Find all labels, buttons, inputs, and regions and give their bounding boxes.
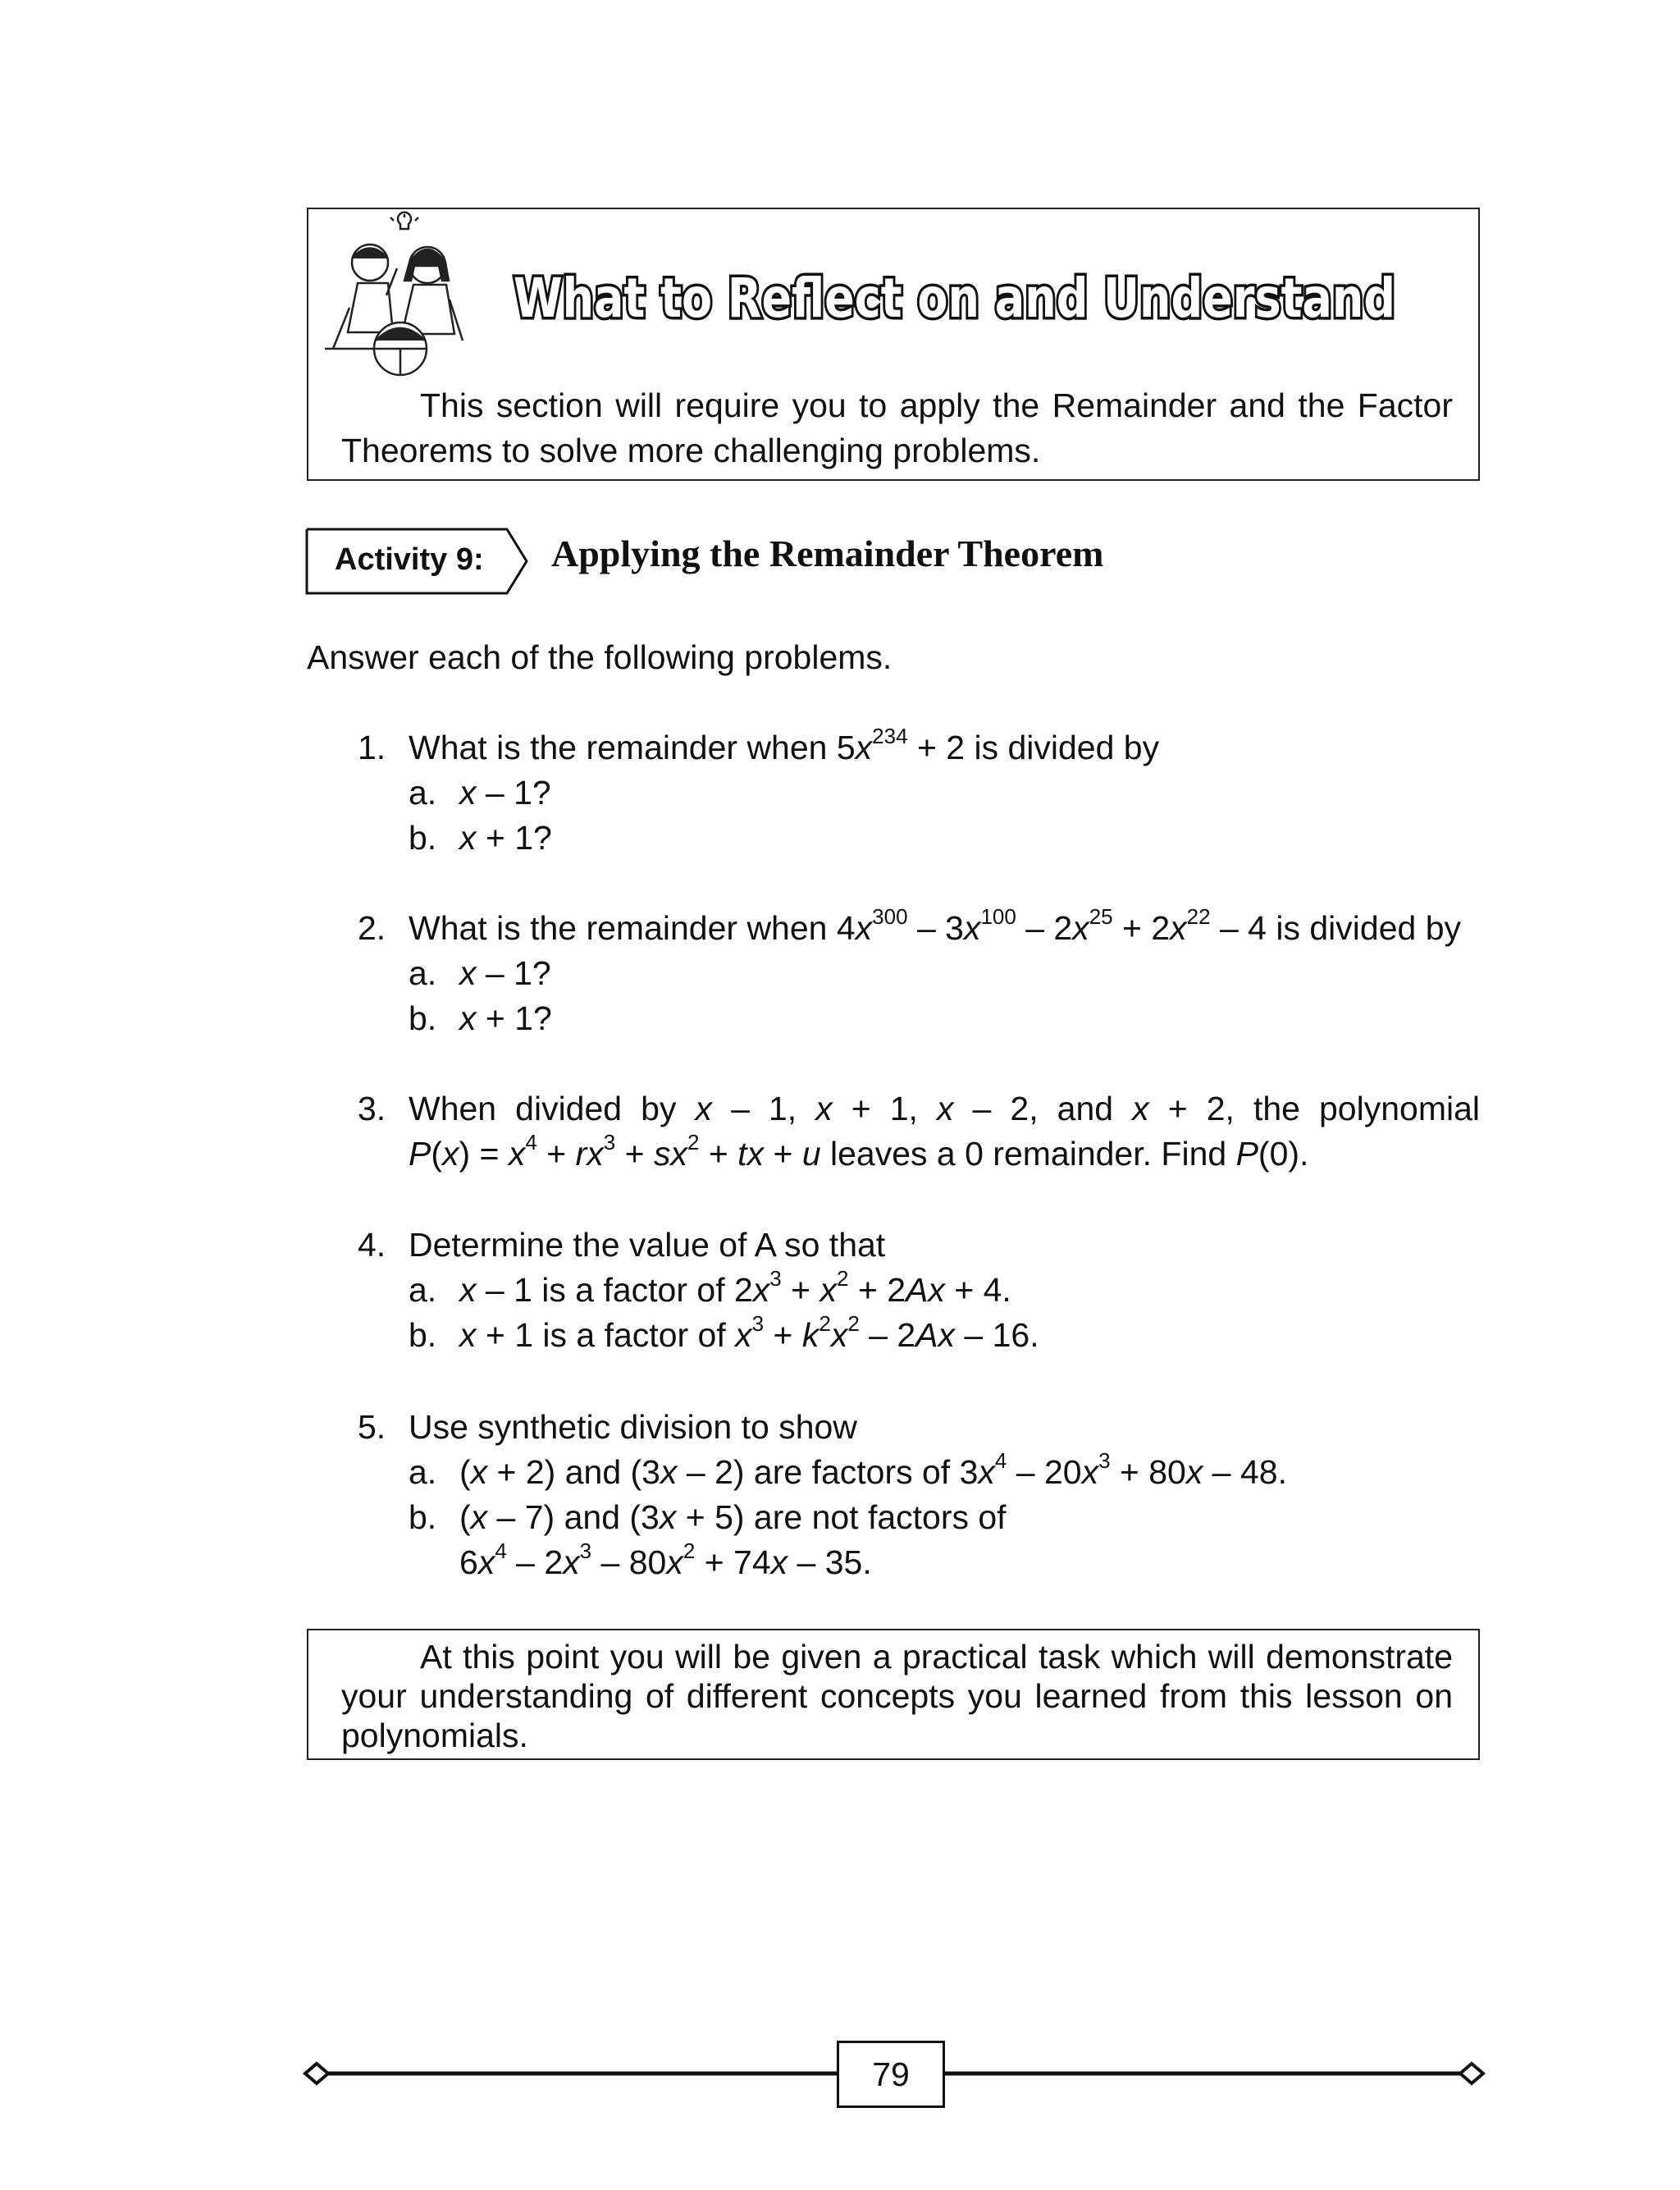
activity-label [305, 528, 535, 595]
page-number: 79 [837, 2041, 945, 2108]
problem-number: 4. [358, 1226, 386, 1264]
problem-number: 5. [358, 1408, 386, 1446]
problem-stem: Use synthetic division to show [409, 1408, 857, 1446]
sub-item-a: a. (x + 2) and (3x – 2) are factors of $3x^4 - 20x^3 + 80x - 48$. [409, 1448, 1287, 1491]
note-box [307, 1629, 1480, 1760]
sub-item-a: a. x – 1? [409, 954, 551, 992]
diamond-icon [305, 2064, 328, 2083]
activity-number: Activity 9: [335, 542, 484, 577]
problem-number: 1. [358, 729, 386, 766]
section-title-text: What to Reflect on and Understand [514, 267, 1395, 330]
problem-stem: What is the remainder when $5x^{234} + 2$ is divided by [409, 724, 1160, 766]
section-title [514, 263, 1399, 336]
sub-item-a: a. x – 1? [409, 774, 551, 812]
intro-paragraph [341, 383, 1453, 473]
intro-text: This section will require you to apply the Remainder and the Factor Theorems to solve more challenging problems. [341, 386, 1453, 469]
diamond-icon [1460, 2064, 1483, 2083]
sub-item-b: b. (x – 7) and (3x + 5) are not factors of [409, 1498, 1007, 1536]
sub-item-b: b. x + 1 is a factor of $x^3 + k^2x^2 - 2Ax - 16$. [409, 1311, 1039, 1354]
problem-3 [358, 1086, 1481, 1181]
problem-stem: What is the remainder when $4x^{300} - 3x^{100} - 2x^{25} + 2x^{22} - 4$ is divided by [409, 904, 1461, 947]
sub-item-a: a. x – 1 is a factor of $2x^3 + x^2 + 2Ax + 4$. [409, 1266, 1011, 1309]
instructions: Answer each of the following problems. [307, 638, 892, 676]
students-illustration-icon [325, 217, 489, 382]
sub-item-b: b. x + 1? [409, 999, 552, 1037]
problem-stem-line-2: $P(x) = x^4 + rx^3 + sx^2$ + tx + u leaves a 0 remainder. Find P(0). [409, 1130, 1309, 1173]
note-paragraph [341, 1637, 1453, 1755]
problem-4 [358, 1223, 1481, 1362]
header-box [307, 208, 1480, 481]
problem-stem: Determine the value of A so that [409, 1226, 886, 1264]
problem-stem-line-1: When divided by x – 1, x + 1, x – 2, and x + 2, the polynomial [409, 1090, 1480, 1127]
problem-number: 3. [358, 1090, 386, 1127]
note-text: At this point you will be given a practical task which will demonstrate your understanding of different concepts you learned from this lesson on polynomials. [341, 1638, 1453, 1754]
problem-number: 2. [358, 909, 386, 947]
problem-2 [358, 906, 1481, 1045]
activity-title: Applying the Remainder Theorem [551, 533, 1104, 574]
problem-5 [358, 1405, 1481, 1589]
sub-item-b-continued: $6x^4 - 2x^3 - 80x^2 + 74x - 35$. [459, 1538, 872, 1581]
sub-item-b: b. x + 1? [409, 819, 552, 857]
problem-1 [358, 725, 1481, 865]
